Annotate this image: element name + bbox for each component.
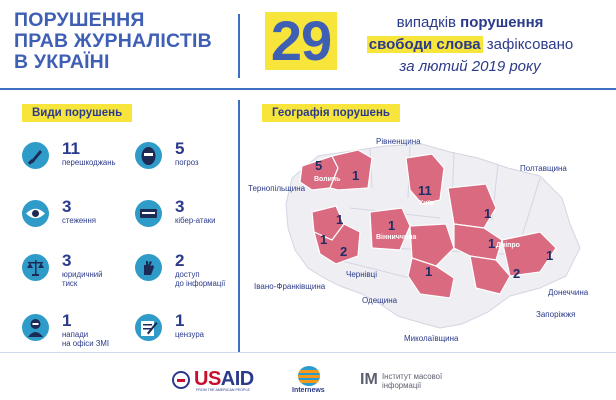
divider [0, 88, 616, 90]
violation-label: перешкоджань [62, 158, 116, 167]
violation-count: 3 [62, 251, 72, 270]
footer-divider [0, 352, 616, 353]
region-count: 11 [418, 183, 432, 198]
ukraine-map [240, 128, 600, 357]
scales-icon [22, 254, 49, 281]
headline-part-4: зафіксовано [482, 36, 574, 53]
keyboard-icon [135, 200, 162, 227]
imi-logo-text [382, 372, 442, 390]
imi-line-2: інформації [382, 381, 422, 390]
violation-count: 11 [62, 139, 80, 158]
violation-count: 1 [62, 311, 72, 330]
violation-label: кібер-атаки [175, 216, 216, 225]
title-line-1: ПОРУШЕННЯ [14, 9, 145, 31]
title-line-3: В УКРАЇНІ [14, 51, 110, 73]
total-count-badge [265, 9, 337, 72]
violation-count: 3 [175, 197, 185, 216]
headline-highlight: свободи слова [368, 36, 481, 53]
region-count: 1 [320, 232, 328, 247]
title-line-2: ПРАВ ЖУРНАЛІСТІВ [14, 30, 212, 52]
region-name: Дніпро [496, 242, 520, 249]
violation-label: юридичний тиск [62, 270, 103, 288]
knife-icon [22, 142, 49, 169]
region-count: 1 [388, 218, 396, 233]
city-label: Рівненщина [376, 137, 421, 146]
violation-count: 5 [175, 139, 185, 158]
region-count: 2 [513, 266, 521, 281]
region-count: 2 [340, 244, 348, 259]
region-count: 5 [315, 158, 323, 173]
internews-logo: Internews [292, 387, 325, 394]
headline [350, 12, 590, 78]
region-name: Київ [419, 200, 434, 207]
violation-label: цензура [175, 330, 204, 339]
city-label: Одещина [362, 296, 398, 305]
city-label: Запоріжжя [536, 310, 576, 319]
city-label: Івано-Франківщина [254, 282, 326, 291]
city-label: Чернівці [346, 270, 378, 279]
imi-logo-mark: ІМ [360, 371, 378, 388]
violation-count: 2 [175, 251, 185, 270]
masked-attacker-icon [22, 314, 49, 341]
violation-label: напади на офіси ЗМІ [62, 330, 110, 348]
eye-icon [22, 200, 49, 227]
region-name: Вінниччина [376, 234, 417, 241]
page-title [14, 10, 224, 73]
violation-label: погроз [175, 158, 199, 167]
balaclava-icon [135, 142, 162, 169]
region-count: 1 [488, 236, 496, 251]
violation-count: 3 [62, 197, 72, 216]
region-count: 1 [336, 212, 344, 227]
usaid-logo-aid: AID [220, 368, 254, 390]
geo-heading: Географія порушень [262, 104, 400, 122]
usaid-tagline: FROM THE AMERICAN PEOPLE [196, 388, 250, 392]
region-count: 1 [484, 206, 492, 221]
region-count: 1 [352, 168, 360, 183]
headline-period: за лютий 2019 року [399, 58, 541, 75]
region-name: Волинь [314, 176, 341, 183]
imi-line-1: Інститут масової [382, 372, 443, 381]
headline-part-2: порушення [460, 14, 544, 31]
region-count: 1 [425, 264, 433, 279]
region-count: 1 [546, 248, 554, 263]
usaid-seal-icon [172, 371, 190, 389]
city-label: Донеччина [548, 288, 589, 297]
internews-globe-icon [298, 366, 320, 386]
violation-label: доступ до інформації [175, 270, 226, 288]
censorship-icon [135, 314, 162, 341]
total-count: 29 [270, 9, 332, 72]
violation-count: 1 [175, 311, 185, 330]
city-label: Полтавщина [520, 164, 567, 173]
usaid-logo-us: US [194, 368, 221, 390]
violation-label: стеження [62, 216, 97, 225]
headline-part-1: випадків [396, 14, 461, 31]
city-label: Миколаївщина [404, 334, 459, 343]
city-label: Тернопільщина [248, 184, 306, 193]
types-heading: Види порушень [22, 104, 132, 122]
hand-icon [135, 254, 162, 281]
divider [238, 14, 240, 78]
